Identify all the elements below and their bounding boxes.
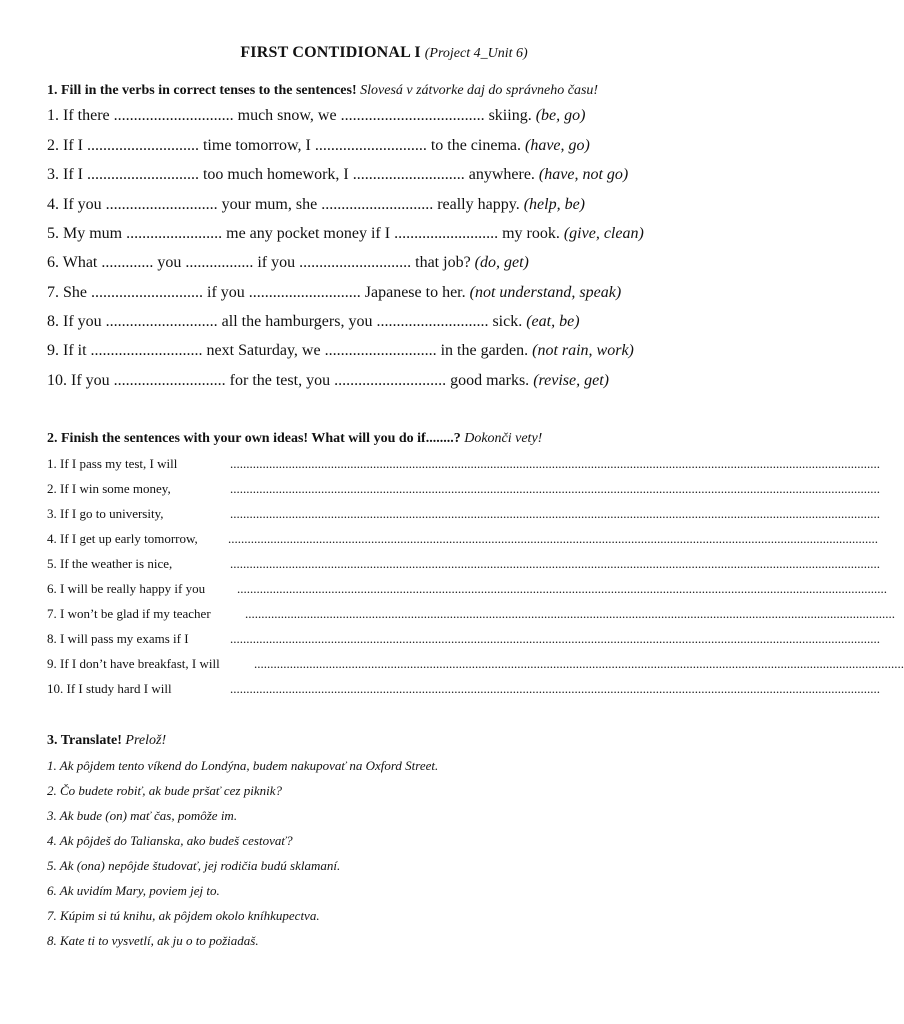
answer-line: ........................................................................................................................................................................................................ bbox=[230, 631, 880, 646]
exercise2-item: 6. I will be really happy if you ........................................................................................................................................................................................................ bbox=[47, 581, 887, 596]
exercise1-item: 9. If it ............................ next Saturday, we ............................ in the garden. (not rain, work) bbox=[47, 342, 634, 359]
page-title bbox=[0, 44, 768, 62]
answer-line: ........................................................................................................................................................................................................ bbox=[230, 456, 880, 471]
exercise2-item: 3. If I go to university, ........................................................................................................................................................................................................ bbox=[47, 506, 880, 521]
translate-item: 1. Ak pôjdem tento víkend do Londýna, budem nakupovať na Oxford Street. bbox=[47, 758, 439, 773]
translate-item: 6. Ak uvidím Mary, poviem jej to. bbox=[47, 883, 220, 898]
title-main: FIRST CONTIDIONAL I bbox=[240, 44, 421, 61]
exercise1-item: 1. If there .............................. much snow, we .................................... skiing. (be, go) bbox=[47, 107, 586, 124]
translate-item: 7. Kúpim si tú knihu, ak pôjdem okolo kníhkupectva. bbox=[47, 908, 320, 923]
answer-line: ........................................................................................................................................................................................................ bbox=[237, 581, 887, 596]
exercise1-item: 10. If you ............................ for the test, you ............................ good marks. (revise, get) bbox=[47, 372, 609, 389]
answer-line: ........................................................................................................................................................................................................ bbox=[230, 681, 880, 696]
translate-item: 8. Kate ti to vysvetlí, ak ju o to požiadaš. bbox=[47, 933, 259, 948]
exercise1-item: 4. If you ............................ your mum, she ............................ really happy. (help, be) bbox=[47, 196, 585, 213]
translate-item: 3. Ak bude (on) mať čas, pomôže im. bbox=[47, 808, 238, 823]
answer-line: ........................................................................................................................................................................................................ bbox=[230, 506, 880, 521]
exercise2-item: 2. If I win some money, ........................................................................................................................................................................................................ bbox=[47, 481, 880, 496]
exercise1-item: 7. She ............................ if you ............................ Japanese to her. (not understand, speak) bbox=[47, 284, 622, 301]
translate-item: 5. Ak (ona) nepôjde študovať, jej rodičia budú sklamaní. bbox=[47, 858, 341, 873]
exercise2-item: 10. If I study hard I will ........................................................................................................................................................................................................ bbox=[47, 681, 880, 696]
exercise2-item: 9. If I don’t have breakfast, I will ........................................................................................................................................................................................................ bbox=[47, 656, 904, 671]
exercise1-item: 3. If I ............................ too much homework, I ............................ anywhere. (have, not go) bbox=[47, 166, 629, 183]
exercise2-item: 7. I won’t be glad if my teacher ........................................................................................................................................................................................................ bbox=[47, 606, 895, 621]
translate-item: 4. Ak pôjdeš do Talianska, ako budeš cestovať? bbox=[47, 833, 293, 848]
translate-item: 2. Čo budete robiť, ak bude pršať cez piknik? bbox=[47, 783, 282, 798]
exercise2-item: 5. If the weather is nice, ........................................................................................................................................................................................................ bbox=[47, 556, 880, 571]
answer-line: ........................................................................................................................................................................................................ bbox=[254, 656, 904, 671]
exercise1-item: 6. What ............. you ................. if you ............................ that job? (do, get) bbox=[47, 254, 529, 271]
section3-heading: 3. Translate! Prelož! bbox=[47, 733, 167, 748]
answer-line: ........................................................................................................................................................................................................ bbox=[228, 531, 878, 546]
exercise1-item: 2. If I ............................ time tomorrow, I ............................ to the cinema. (have, go) bbox=[47, 137, 590, 154]
exercise2-item: 4. If I get up early tomorrow, ........................................................................................................................................................................................................ bbox=[47, 531, 878, 546]
title-subtitle: (Project 4_Unit 6) bbox=[424, 46, 528, 61]
section2-heading: 2. Finish the sentences with your own ideas! What will you do if........? Dokonči vety! bbox=[47, 431, 543, 446]
exercise2-item: 8. I will pass my exams if I ........................................................................................................................................................................................................ bbox=[47, 631, 880, 646]
answer-line: ........................................................................................................................................................................................................ bbox=[230, 481, 880, 496]
answer-line: ........................................................................................................................................................................................................ bbox=[245, 606, 895, 621]
exercise1-item: 8. If you ............................ all the hamburgers, you ............................ sick. (eat, be) bbox=[47, 313, 580, 330]
answer-line: ........................................................................................................................................................................................................ bbox=[230, 556, 880, 571]
exercise2-item: 1. If I pass my test, I will ........................................................................................................................................................................................................ bbox=[47, 456, 880, 471]
section1-heading: 1. Fill in the verbs in correct tenses to the sentences! Slovesá v zátvorke daj do správneho času! bbox=[47, 83, 599, 98]
exercise1-item: 5. My mum ........................ me any pocket money if I .......................... my rook. (give, clean) bbox=[47, 225, 644, 242]
